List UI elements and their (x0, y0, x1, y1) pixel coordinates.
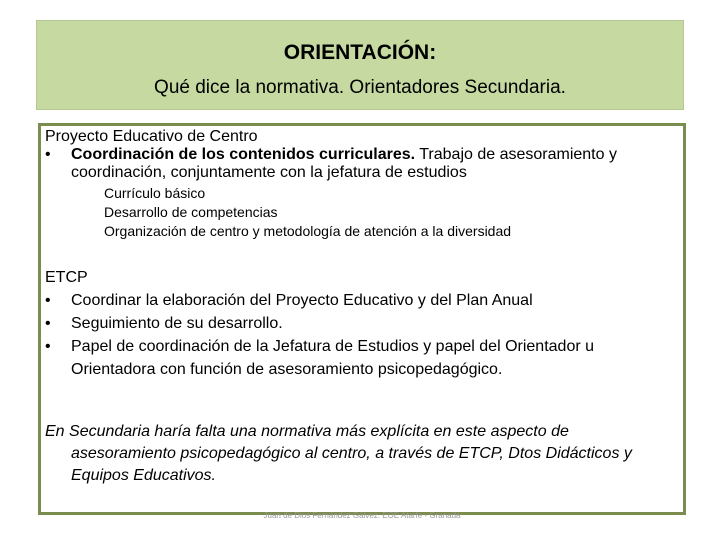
note-paragraph (45, 421, 657, 487)
note-text: En Secundaria haría falta una normativa más explícita en este aspecto de asesoramiento psicopedagógico al centro, a través de ETCP, Dtos Didácticos y Equipos Educativos. (45, 423, 632, 484)
page-title: ORIENTACIÓN: (283, 41, 437, 64)
page-subtitle: Qué dice la normativa. Orientadores Secundaria. (154, 77, 566, 98)
list-item: Currículo básico (104, 185, 206, 201)
bullet-icon: • (45, 338, 51, 355)
list-item: • Papel de coordinación de la Jefatura de Estudios y papel del Orientador u Orientadora con función de asesoramiento psicopedagógico. (45, 335, 677, 381)
bullet-bold-text: Coordinación de los contenidos curriculares. (71, 146, 416, 163)
section-heading: ETCP (45, 269, 88, 286)
content-panel (38, 123, 686, 520)
footer-credit: Juan de Dios Fernández Gálvez. EOE Atarfe - Granada (263, 511, 461, 520)
title-banner (36, 20, 684, 110)
bullet-icon: • (45, 292, 51, 309)
list-item: Desarrollo de competencias (104, 204, 278, 220)
list-item: Organización de centro y metodología de atención a la diversidad (104, 223, 512, 239)
bullet-icon: • (45, 146, 51, 163)
list-item: • Coordinar la elaboración del Proyecto Educativo y del Plan Anual (45, 289, 677, 312)
bullet-text: Trabajo de asesoramiento y coordinación, conjuntamente con la jefatura de estudios (71, 146, 617, 181)
bullet-icon: • (45, 315, 51, 332)
section-heading: Proyecto Educativo de Centro (45, 128, 258, 145)
section-etcp (45, 266, 677, 381)
list-item (45, 146, 677, 182)
sublist (45, 184, 677, 241)
section-proyecto-educativo (45, 128, 677, 241)
list-item: • Seguimiento de su desarrollo. (45, 312, 677, 335)
